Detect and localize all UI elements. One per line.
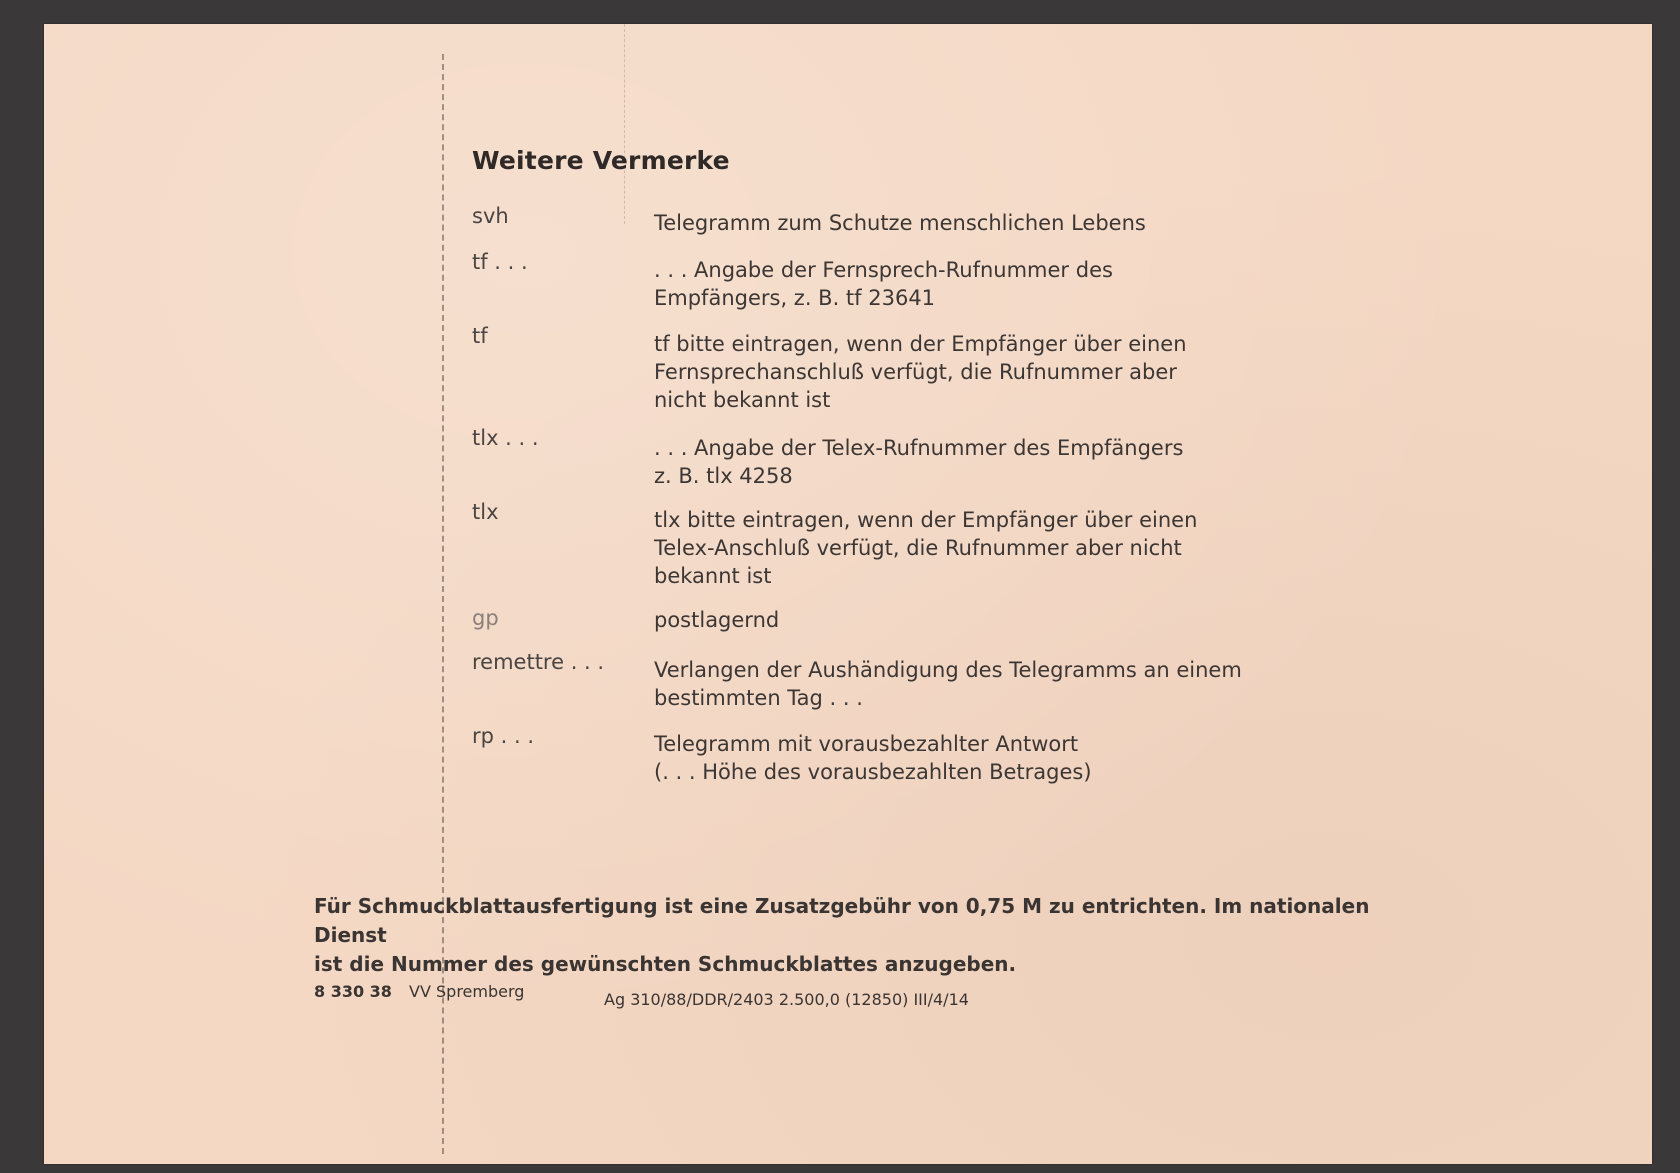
entry-code: gp: [472, 606, 499, 630]
entry-code: tf . . .: [472, 250, 528, 274]
entry-description: [654, 606, 1304, 634]
entry-description: [654, 506, 1304, 590]
entry-description-line: tlx bitte eintragen, wenn der Empfänger über einen: [654, 508, 1198, 532]
entry-description-line: Fernsprechanschluß verfügt, die Rufnummer aber: [654, 360, 1177, 384]
publisher: VV Spremberg: [409, 982, 525, 1001]
entry-code: tf: [472, 324, 488, 348]
entry-description-line: (. . . Höhe des vorausbezahlten Betrages): [654, 760, 1092, 784]
entry-description-line: Telegramm mit vorausbezahlter Antwort: [654, 732, 1079, 756]
entry-description: [654, 656, 1304, 712]
footer-imprint: [314, 982, 524, 1001]
fee-note: [314, 892, 1434, 979]
print-code: Ag 310/88/DDR/2403 2.500,0 (12850) III/4/14: [604, 990, 969, 1009]
entry-description-line: Telegramm zum Schutze menschlichen Lebens: [654, 211, 1146, 235]
entry-description-line: Verlangen der Aushändigung des Telegramms an einem: [654, 658, 1242, 682]
entry-description-line: . . . Angabe der Telex-Rufnummer des Empfängers: [654, 436, 1184, 460]
entry-description-line: nicht bekannt ist: [654, 388, 831, 412]
entry-code: rp . . .: [472, 724, 535, 748]
entry-code: tlx . . .: [472, 426, 539, 450]
entry-description-line: postlagernd: [654, 608, 780, 632]
entry-description: [654, 730, 1304, 786]
entry-code: svh: [472, 204, 509, 228]
entry-description: [654, 209, 1304, 237]
fold-line: [624, 24, 625, 224]
entry-description-line: bekannt ist: [654, 564, 772, 588]
entry-description: [654, 256, 1304, 312]
fee-note-line: Für Schmuckblattausfertigung ist eine Zusatzgebühr von 0,75 M zu entrichten. Im nationalen Dienst: [314, 894, 1370, 947]
document-page: [44, 24, 1652, 1164]
entry-description-line: tf bitte eintragen, wenn der Empfänger über einen: [654, 332, 1187, 356]
entry-description-line: . . . Angabe der Fernsprech-Rufnummer des: [654, 258, 1113, 282]
entry-description-line: Telex-Anschluß verfügt, die Rufnummer aber nicht: [654, 536, 1182, 560]
entry-description-line: Empfängers, z. B. tf 23641: [654, 286, 936, 310]
section-heading: Weitere Vermerke: [472, 146, 730, 175]
form-number: 8 330 38: [314, 982, 392, 1001]
entry-code: tlx: [472, 500, 499, 524]
entry-description-line: z. B. tlx 4258: [654, 464, 793, 488]
entry-description: [654, 434, 1304, 490]
entry-description-line: bestimmten Tag . . .: [654, 686, 863, 710]
entry-description: [654, 330, 1304, 414]
fee-note-line: ist die Nummer des gewünschten Schmuckblattes anzugeben.: [314, 952, 1017, 976]
entry-code: remettre . . .: [472, 650, 605, 674]
